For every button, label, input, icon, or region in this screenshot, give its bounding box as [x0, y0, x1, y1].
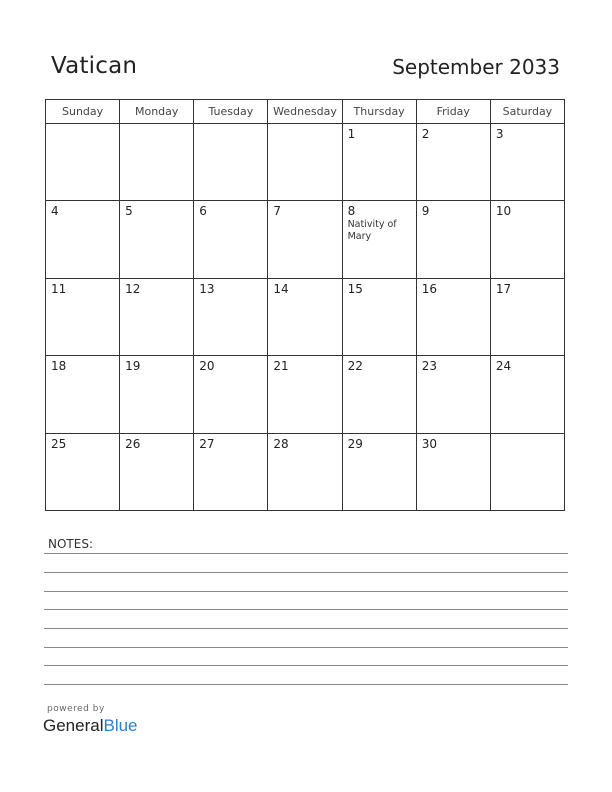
day-number: 29: [347, 436, 363, 451]
day-number: 30: [421, 436, 437, 451]
calendar-day-cell[interactable]: [194, 356, 268, 433]
day-number: 25: [51, 436, 67, 451]
calendar-day-cell[interactable]: [490, 201, 564, 278]
calendar-day-cell[interactable]: [416, 201, 490, 278]
day-number: 19: [125, 359, 141, 374]
calendar-day-cell[interactable]: [416, 433, 490, 510]
calendar-day-cell[interactable]: [120, 124, 194, 201]
calendar-day-cell[interactable]: [342, 201, 416, 278]
day-number: [268, 124, 341, 127]
day-number: 28: [273, 436, 289, 451]
day-number: 15: [347, 281, 363, 296]
calendar-day-cell[interactable]: [46, 124, 120, 201]
calendar-day-cell[interactable]: [490, 356, 564, 433]
day-number: 7: [273, 204, 282, 219]
brand-blue-text: Blue: [103, 716, 138, 735]
notes-line: [44, 628, 568, 629]
day-number: 23: [421, 359, 437, 374]
calendar-day-cell[interactable]: [120, 278, 194, 355]
notes-line: [44, 647, 568, 648]
day-number: [491, 434, 564, 437]
day-number: [120, 124, 193, 127]
calendar-day-cell[interactable]: [416, 356, 490, 433]
powered-by-label: powered by: [47, 704, 105, 714]
weekday-header: Wednesday: [268, 100, 342, 124]
calendar-day-cell[interactable]: [342, 433, 416, 510]
calendar-day-cell[interactable]: [46, 433, 120, 510]
day-number: 20: [199, 359, 215, 374]
calendar-day-cell[interactable]: [490, 433, 564, 510]
weekday-header: Tuesday: [194, 100, 268, 124]
calendar-day-cell[interactable]: [268, 356, 342, 433]
calendar-day-cell[interactable]: [194, 433, 268, 510]
day-number: 27: [199, 436, 215, 451]
notes-line: [44, 684, 568, 685]
day-number: 3: [495, 127, 504, 141]
calendar-grid: [45, 99, 565, 511]
calendar-day-cell[interactable]: [342, 356, 416, 433]
calendar-day-cell[interactable]: [46, 201, 120, 278]
day-number: 14: [273, 281, 289, 296]
day-number: 4: [51, 204, 59, 219]
holiday-label: Nativity of Mary: [347, 219, 397, 243]
day-number: 2: [421, 127, 430, 141]
notes-line: [44, 609, 568, 610]
weekday-header: Saturday: [490, 100, 564, 124]
calendar-country-title: Vatican: [51, 53, 138, 79]
calendar-day-cell[interactable]: [268, 201, 342, 278]
day-number: 10: [495, 204, 512, 219]
calendar-week-row: [46, 124, 565, 201]
calendar-day-cell[interactable]: [120, 433, 194, 510]
calendar-day-cell[interactable]: [342, 278, 416, 355]
notes-label: NOTES:: [48, 537, 93, 551]
calendar-body: [46, 124, 565, 511]
day-number: 21: [273, 359, 289, 374]
generalblue-logo[interactable]: [43, 716, 138, 736]
day-number: 17: [495, 281, 512, 296]
day-number: [46, 124, 119, 127]
day-number: 13: [199, 281, 215, 296]
calendar-day-cell[interactable]: [416, 278, 490, 355]
day-number: 22: [347, 359, 363, 374]
day-number: 9: [421, 204, 430, 219]
calendar-week-row: [46, 356, 565, 433]
weekday-header: Monday: [120, 100, 194, 124]
weekday-header-row: [46, 100, 565, 124]
calendar-day-cell[interactable]: [194, 201, 268, 278]
day-number: 5: [125, 204, 133, 219]
day-number: 11: [51, 281, 67, 296]
calendar-day-cell[interactable]: [46, 278, 120, 355]
brand-general-text: General: [43, 716, 104, 735]
calendar-day-cell[interactable]: [268, 433, 342, 510]
calendar-day-cell[interactable]: [268, 278, 342, 355]
calendar-day-cell[interactable]: [268, 124, 342, 201]
calendar-month-title: September 2033: [392, 55, 560, 79]
calendar-day-cell[interactable]: [120, 356, 194, 433]
calendar-week-row: [46, 201, 565, 278]
calendar-day-cell[interactable]: [120, 201, 194, 278]
calendar-day-cell[interactable]: [46, 356, 120, 433]
calendar-day-cell[interactable]: [490, 124, 564, 201]
notes-line: [44, 665, 568, 666]
day-number: 18: [51, 359, 67, 374]
calendar-day-cell[interactable]: [194, 278, 268, 355]
calendar-week-row: [46, 433, 565, 510]
day-number: 26: [125, 436, 141, 451]
calendar-day-cell[interactable]: [490, 278, 564, 355]
day-number: 16: [421, 281, 437, 296]
calendar-day-cell[interactable]: [194, 124, 268, 201]
weekday-header: Thursday: [342, 100, 416, 124]
calendar-week-row: [46, 278, 565, 355]
day-number: [194, 124, 267, 127]
notes-line: [44, 553, 568, 554]
weekday-header: Friday: [416, 100, 490, 124]
calendar-day-cell[interactable]: [416, 124, 490, 201]
notes-line: [44, 572, 568, 573]
day-number: 24: [495, 359, 512, 374]
day-number: 6: [199, 204, 207, 219]
day-number: 8: [347, 204, 356, 219]
calendar-day-cell[interactable]: [342, 124, 416, 201]
day-number: 1: [347, 127, 356, 141]
day-number: 12: [125, 281, 141, 296]
weekday-header: Sunday: [46, 100, 120, 124]
notes-line: [44, 591, 568, 592]
